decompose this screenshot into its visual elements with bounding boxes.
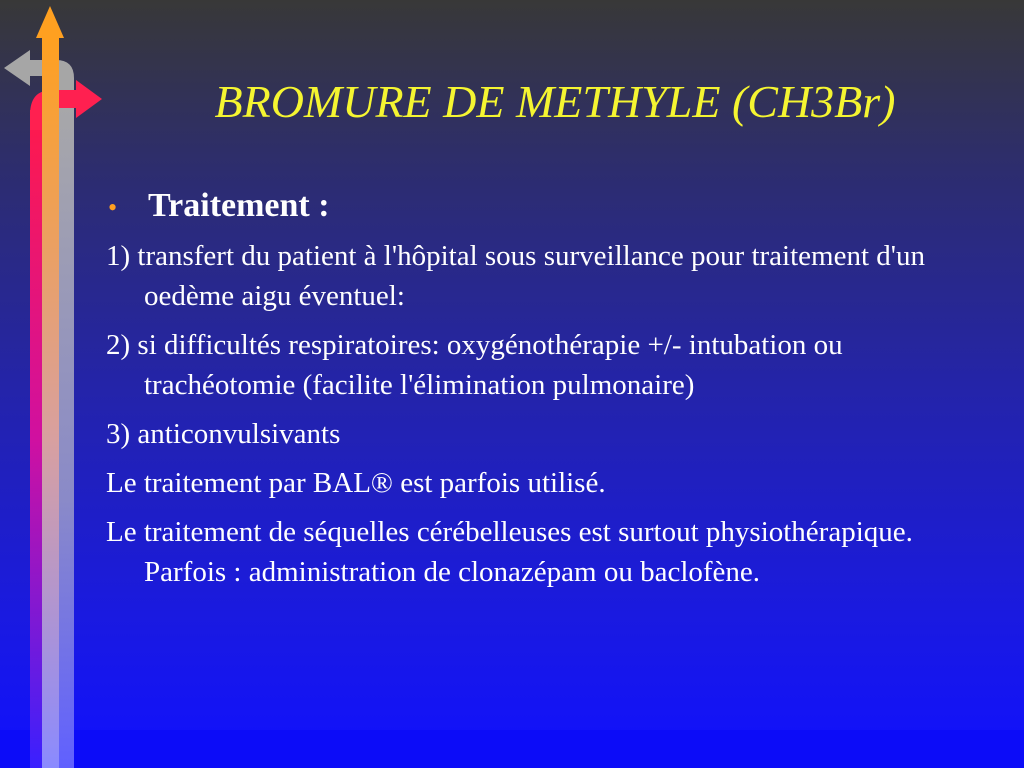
arrows-decoration-icon — [0, 0, 110, 768]
red-bar — [30, 110, 44, 768]
orange-dot-icon: • — [108, 193, 118, 222]
list-item: 3) anticonvulsivants — [106, 418, 341, 450]
bullet-heading-line — [106, 186, 996, 228]
list-item: 2) si difficultés respiratoires: oxygénothérapie +/- intubation ou trachéotomie (facilite l'élimination pulmonaire) — [106, 329, 843, 401]
slide-title: BROMURE DE METHYLE (CH3Br) — [214, 76, 896, 127]
list-item: 1) transfert du patient à l'hôpital sous surveillance pour traitement d'un oedème aigu éventuel: — [106, 240, 925, 312]
list-item: Le traitement par BAL® est parfois utilisé. — [106, 467, 606, 499]
slide-body — [106, 186, 996, 601]
orange-bar — [42, 38, 59, 768]
bottom-band — [0, 730, 1024, 768]
gray-bar — [58, 95, 74, 768]
orange-arrow-icon — [36, 6, 64, 38]
bullet-heading: Traitement : — [148, 187, 330, 224]
list-item: Le traitement de séquelles cérébelleuses est surtout physiothérapique. Parfois : administration de clonazépam ou baclofène. — [106, 516, 913, 588]
